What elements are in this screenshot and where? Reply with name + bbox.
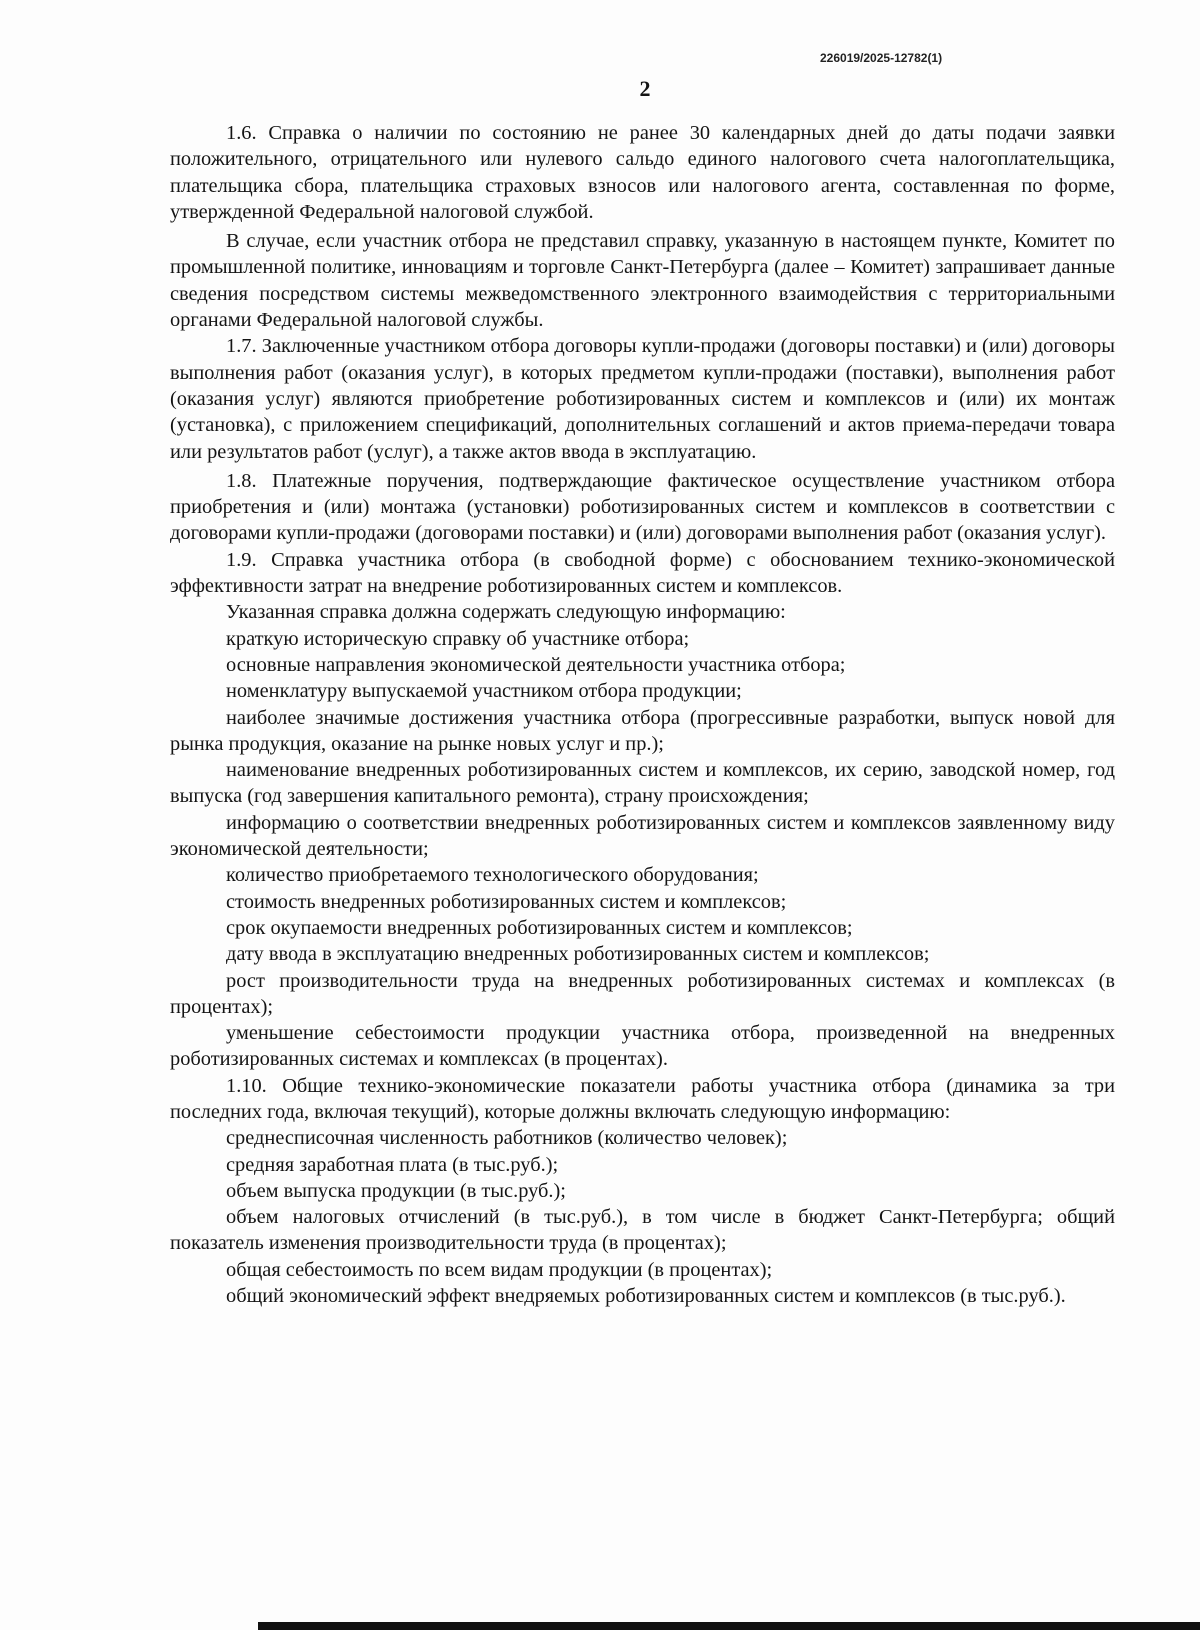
list-item: наиболее значимые достижения участника отбора (прогрессивные разработки, выпуск новой для рынка продукция, оказание на рынке новых услуг и пр.); xyxy=(170,706,1115,755)
list-1-10 xyxy=(170,1125,1115,1309)
list-item: количество приобретаемого технологического оборудования; xyxy=(226,864,759,887)
paragraph-1-10: 1.10. Общие технико-экономические показатели работы участника отбора (динамика за три последних года, включая текущий), которые должны включать следующую информацию: xyxy=(170,1074,1115,1123)
paragraph-1-9-intro: Указанная справка должна содержать следующую информацию: xyxy=(226,601,786,624)
document-body xyxy=(170,120,1115,1309)
paragraph-1-9: 1.9. Справка участника отбора (в свободной форме) с обоснованием технико-экономической эффективности затрат на внедрение роботизированных систем и комплексов. xyxy=(170,548,1115,598)
list-item: номенклатуру выпускаемой участником отбора продукции; xyxy=(226,680,742,703)
paragraph-1-7: 1.7. Заключенные участником отбора договоры купли-продажи (договоры поставки) и (или) договоры выполнения работ (оказания услуг), в которых предметом купли-продажи (поставки), выполнения работ (оказания услуг) являются приобретение роботизированных систем и комплексов и (или) их монтаж (установка), с приложением спецификаций, дополнительных соглашений и актов приема-передачи товара или результатов работ (услуг), а также актов ввода в эксплуатацию. xyxy=(170,335,1115,463)
list-item: основные направления экономической деятельности участника отбора; xyxy=(226,653,846,676)
page-number: 2 xyxy=(639,76,651,101)
list-item: дату ввода в эксплуатацию внедренных роботизированных систем и комплексов; xyxy=(226,943,930,966)
list-item: рост производительности труда на внедренных роботизированных системах и комплексах (в процентах); xyxy=(170,969,1115,1018)
list-item: уменьшение себестоимости продукции участника отбора, произведенной на внедренных роботизированных системах и комплексах (в процентах). xyxy=(170,1022,1115,1071)
list-item: объем выпуска продукции (в тыс.руб.); xyxy=(226,1179,566,1202)
paragraph-1-8: 1.8. Платежные поручения, подтверждающие фактическое осуществление участником отбора приобретения и (или) монтажа (установки) роботизированных систем и комплексов в соответствии с договорами купли-продажи (договорами поставки) и (или) договорами выполнения работ (оказания услуг). xyxy=(170,469,1115,545)
list-1-9 xyxy=(170,626,1115,1073)
list-item: среднесписочная численность работников (количество человек); xyxy=(226,1127,788,1150)
list-item: объем налоговых отчислений (в тыс.руб.), в том числе в бюджет Санкт-Петербурга; общий показатель изменения производительности труда (в процентах); xyxy=(170,1206,1115,1255)
list-item: средняя заработная плата (в тыс.руб.); xyxy=(226,1153,559,1176)
list-item: наименование внедренных роботизированных систем и комплексов, их серию, заводской номер, год выпуска (год завершения капитального ремонта), страну происхождения; xyxy=(170,759,1115,808)
list-item: краткую историческую справку об участнике отбора; xyxy=(226,627,690,650)
document-id: 226019/2025-12782(1) xyxy=(820,51,943,65)
list-item: стоимость внедренных роботизированных систем и комплексов; xyxy=(226,890,787,913)
paragraph-1-6-note: В случае, если участник отбора не представил справку, указанную в настоящем пункте, Комитет по промышленной политике, инновациям и торговле Санкт-Петербурга (далее – Комитет) запрашивает данные сведения посредством системы межведомственного электронного взаимодействия с территориальными органами Федеральной налоговой службы. xyxy=(170,230,1115,332)
list-item: общая себестоимость по всем видам продукции (в процентах); xyxy=(226,1258,773,1281)
scan-edge-bar xyxy=(258,1622,1200,1630)
list-item: информацию о соответствии внедренных роботизированных систем и комплексов заявленному виду экономической деятельности; xyxy=(170,811,1115,861)
list-item: общий экономический эффект внедряемых роботизированных систем и комплексов (в тыс.руб.). xyxy=(226,1285,1066,1308)
list-item: срок окупаемости внедренных роботизированных систем и комплексов; xyxy=(226,916,853,939)
paragraph-1-6: 1.6. Справка о наличии по состоянию не ранее 30 календарных дней до даты подачи заявки положительного, отрицательного или нулевого сальдо единого налогового счета налогоплательщика, плательщика сбора, плательщика страховых взносов или налогового агента, составленная по форме, утвержденной Федеральной налоговой службой. xyxy=(170,122,1115,223)
